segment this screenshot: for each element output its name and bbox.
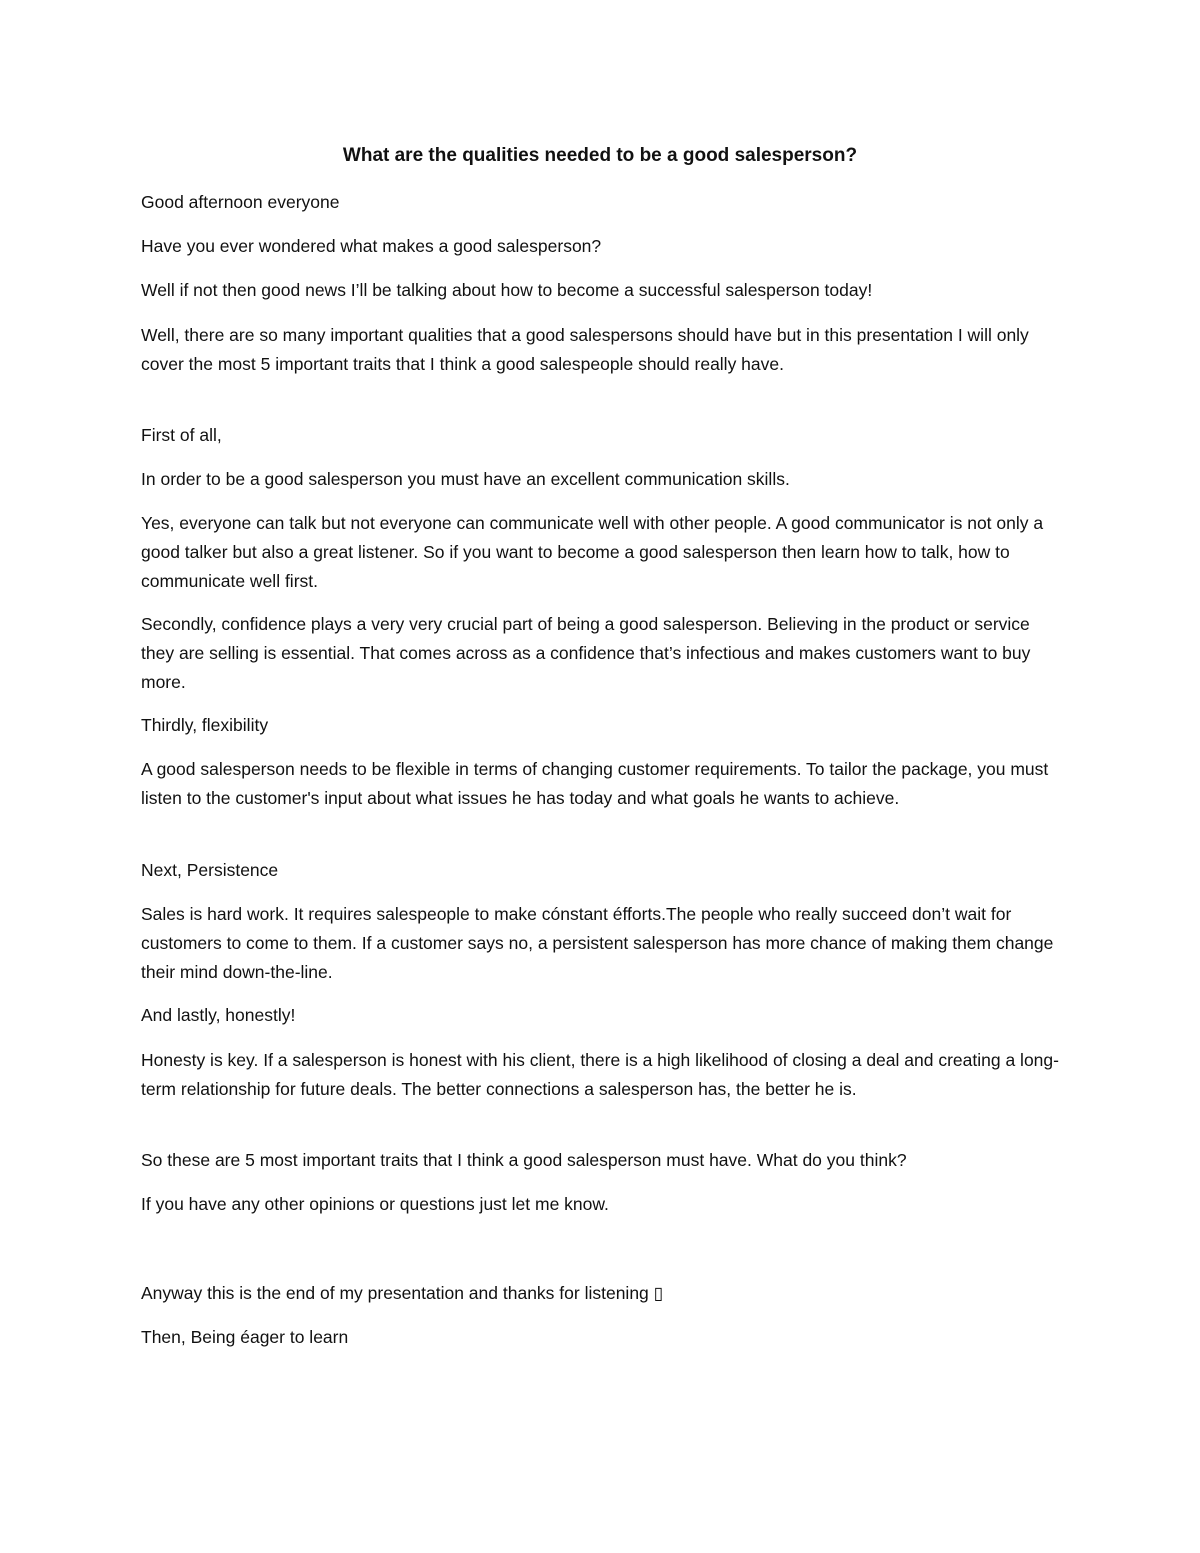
paragraph-communication-detail: Yes, everyone can talk but not everyone can communicate well with other people. A good communicator is not only a good talker but also a great listener. So if you want to become a good salesperson then learn how to talk, how to communicate well first. (141, 513, 1044, 591)
paragraph-intro: Well if not then good news I’ll be talking about how to become a successful salesperson today! (141, 280, 873, 300)
paragraph-last-heading: And lastly, honestly! (141, 1005, 296, 1025)
paragraph-summary: So these are 5 most important traits that I think a good salesperson must have. What do you think? (141, 1150, 907, 1170)
paragraph-first-heading: First of all, (141, 425, 222, 445)
paragraph-next-heading: Next, Persistence (141, 860, 279, 880)
paragraph-questions: If you have any other opinions or questions just let me know. (141, 1194, 609, 1214)
paragraph-honesty: Honesty is key. If a salesperson is honest with his client, there is a high likelihood of closing a deal and creating a long-term relationship for future deals. The better connections a salesperson has, the better he is. (141, 1050, 1059, 1099)
paragraph-question: Have you ever wondered what makes a good salesperson? (141, 236, 602, 256)
paragraph-closing: Anyway this is the end of my presentation and thanks for listening ▯ (141, 1283, 664, 1303)
page-title: What are the qualities needed to be a good salesperson? (342, 145, 858, 166)
paragraph-third-heading: Thirdly, flexibility (141, 715, 269, 735)
paragraph-greeting: Good afternoon everyone (141, 192, 340, 212)
paragraph-overview: Well, there are so many important qualities that a good salespersons should have but in this presentation I will only cover the most 5 important traits that I think a good salespeople should really have. (141, 325, 1029, 374)
paragraph-confidence: Secondly, confidence plays a very very crucial part of being a good salesperson. Believing in the product or service they are selling is essential. That comes across as a confidence that’s infectious and makes customers want to buy more. (141, 614, 1031, 692)
paragraph-flexibility: A good salesperson needs to be flexible in terms of changing customer requirements. To tailor the package, you must listen to the customer's input about what issues he has today and what goals he wants to achieve. (141, 759, 1049, 808)
paragraph-final: Then, Being éager to learn (141, 1327, 349, 1347)
paragraph-persistence: Sales is hard work. It requires salespeople to make cónstant éfforts.The people who really succeed don’t wait for customers to come to them. If a customer says no, a persistent salesperson has more chance of making them change their mind down-the-line. (141, 904, 1054, 982)
paragraph-communication-intro: In order to be a good salesperson you must have an excellent communication skills. (141, 469, 790, 489)
